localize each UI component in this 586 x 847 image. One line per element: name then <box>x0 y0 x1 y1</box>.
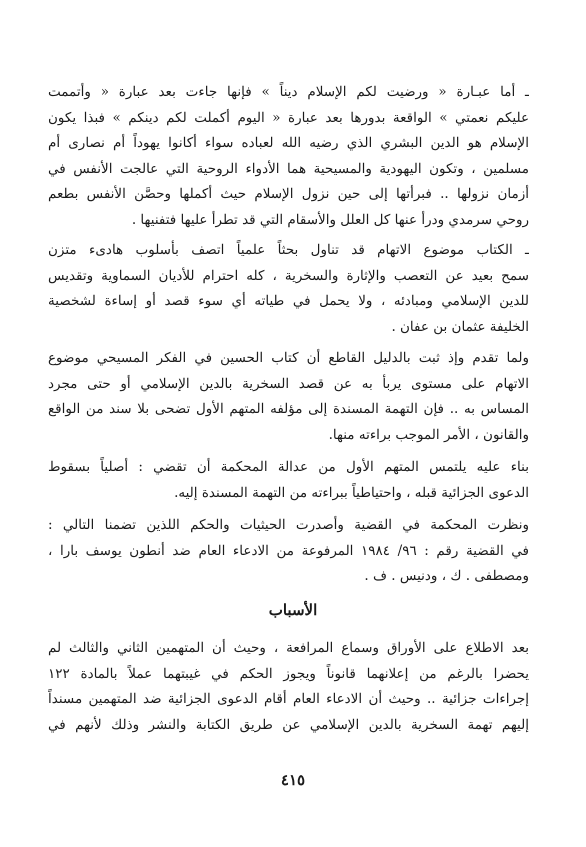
paragraph-4 <box>48 455 529 506</box>
text-line: عليكم نعمتي » الواقعة بدورها بعد عبارة « اليوم أكملت لكم دينكم » فبذا يكون <box>48 109 529 126</box>
text-line: الخليفة عثمان بن عفان . <box>391 318 529 335</box>
page-number: ٤١٥ <box>280 771 306 789</box>
paragraph-3 <box>48 346 529 448</box>
text-line: ونظرت المحكمة في القضية وأصدرت الحيثيات والحكم اللذين تضمنا التالي : <box>48 517 529 533</box>
text-line: ولما تقدم وإذ ثبت بالدليل القاطع أن كتاب الحسين في الفكر المسيحي موضوع <box>48 350 529 366</box>
text-line: مسلمين ، وتكون اليهودية والمسيحية هما الأدواء الروحية التي عالجت الأنفس في <box>48 160 529 177</box>
paragraph-2 <box>48 238 529 340</box>
text-line: سمح بعيد عن التعصب والإثارة والسخرية ، كله احترام للأديان السماوية وتقديس <box>48 267 529 284</box>
section-heading-text: الأسباب <box>268 601 318 619</box>
text-line: والقانون ، الأمر الموجب براءته منها. <box>328 426 529 443</box>
text-line: الدعوى الجزائية قبله ، واحتياطياً ببراءته من التهمة المسندة إليه. <box>174 484 529 501</box>
text-line: ـ أما عبـارة « ورضيت لكم الإسلام ديناً » فإنها جاءت بعد عبارة « وأتممت <box>48 84 529 100</box>
text-line: الاتهام على مستوى يربأ به عن قصد السخرية بالدين الإسلامي أو حتى مجرد <box>48 375 529 392</box>
text-line: في القضية رقم : ٩٦/ ١٩٨٤ المرفوعة من الادعاء العام ضد أنطون يوسف بارا ، <box>48 542 529 559</box>
text-line: أزمان نزولها .. فبرأتها إلى حين نزول الإسلام حيث أكملها وحصَّن الأنفس بطعم <box>48 186 529 202</box>
paragraph-1 <box>48 80 529 233</box>
text-line: يحضرا بالرغم من إعلانهما قانوناً ويجوز الحكم في غيبتهما عملاً بالمادة ١٢٢ <box>48 665 529 682</box>
text-line: ـ الكتاب موضوع الاتهام قد تناول بحثاً علمياً اتصف بأسلوب هادىء متزن <box>48 242 529 258</box>
text-line: روحي سرمدي ودرأ عنها كل العلل والأسقام التي قد تطرأ عليها فتفنيها . <box>131 211 529 228</box>
text-line: للدين الإسلامي ومبادئه ، ولا يحمل في طياته أي سوء قصد أو إساءة لشخصية <box>48 293 529 309</box>
text-line: إجراءات جزائية .. وحيث أن الادعاء العام أقام الدعوى الجزائية ضد المتهمين مسنداً <box>48 691 529 707</box>
paragraph-5 <box>48 513 529 590</box>
text-line: ومصطفى . ك ، ودنيس . ف . <box>364 568 529 584</box>
text-line: بناء عليه يلتمس المتهم الأول من عدالة المحكمة أن تقضي : أصلياً بسقوط <box>48 459 529 475</box>
text-line: إليهم تهمة السخرية بالدين الإسلامي عن طريق الكتابة والنشر وذلك لأنهم في <box>48 716 529 733</box>
section-heading <box>0 599 586 621</box>
text-line: الإسلام هو الدين البشري الذي رضيه الله لعباده سواء أكانوا يهوداً أم نصارى أم <box>48 135 529 151</box>
paragraph-6 <box>48 636 529 738</box>
text-line: المساس به .. فإن التهمة المسندة إلى مؤلفه المتهم الأول تضحى بلا سند من الواقع <box>48 401 529 417</box>
text-line: بعد الاطلاع على الأوراق وسماع المرافعة ، وحيث أن المتهمين الثاني والثالث لم <box>48 640 529 656</box>
